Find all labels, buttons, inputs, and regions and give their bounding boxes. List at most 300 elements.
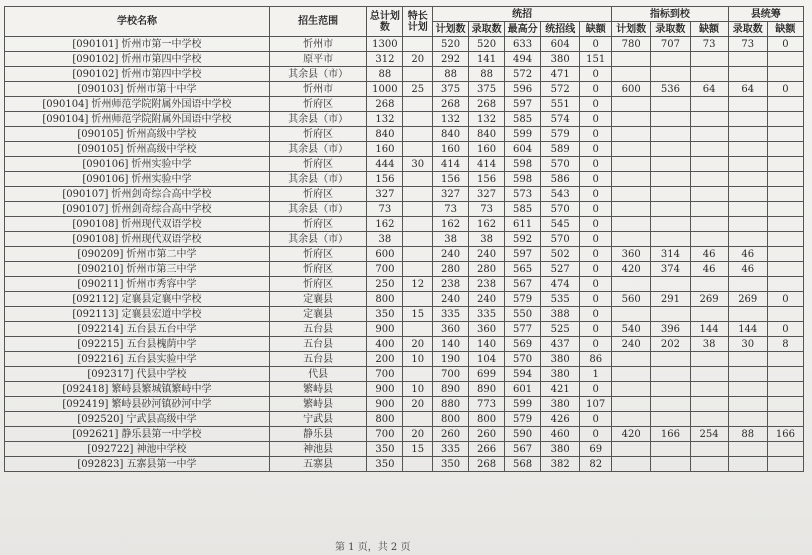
county-shortfall-cell: 0 [767, 292, 803, 307]
total-plan-cell: 800 [367, 292, 403, 307]
county-admitted-cell: 73 [728, 37, 767, 52]
header-unified-plan: 计划数 [433, 22, 469, 37]
table-row [5, 382, 804, 397]
unified-shortfall-cell: 86 [580, 352, 612, 367]
quota-admitted-cell [651, 217, 690, 232]
county-admitted-cell [728, 352, 767, 367]
table-row [5, 82, 804, 97]
unified-max-cell: 599 [505, 397, 541, 412]
unified-admitted-cell: 240 [469, 247, 505, 262]
unified-shortfall-cell: 0 [580, 172, 612, 187]
unified-line-cell: 604 [541, 37, 580, 52]
unified-line-cell: 380 [541, 397, 580, 412]
school-cell: [090105] 忻州高级中学校 [5, 142, 270, 157]
unified-admitted-cell: 890 [469, 382, 505, 397]
unified-admitted-cell: 240 [469, 292, 505, 307]
unified-plan-cell: 292 [433, 52, 469, 67]
unified-plan-cell: 156 [433, 172, 469, 187]
header-unified-max: 最高分 [505, 22, 541, 37]
range-cell: 其余县（市） [269, 202, 366, 217]
unified-plan-cell: 260 [433, 427, 469, 442]
county-admitted-cell [728, 97, 767, 112]
unified-max-cell: 611 [505, 217, 541, 232]
unified-line-cell: 586 [541, 172, 580, 187]
range-cell: 其余县（市） [269, 67, 366, 82]
quota-admitted-cell [651, 202, 690, 217]
school-cell: [092317] 代县中学校 [5, 367, 270, 382]
table-row [5, 457, 804, 472]
unified-shortfall-cell: 0 [580, 217, 612, 232]
table-row [5, 172, 804, 187]
unified-shortfall-cell: 69 [580, 442, 612, 457]
total-plan-cell: 350 [367, 307, 403, 322]
quota-shortfall-cell [690, 382, 728, 397]
table-row [5, 427, 804, 442]
header-range: 招生范围 [269, 7, 366, 37]
special-plan-cell: 12 [403, 277, 433, 292]
special-plan-cell [403, 112, 433, 127]
quota-shortfall-cell [690, 67, 728, 82]
unified-shortfall-cell: 0 [580, 232, 612, 247]
table-row [5, 367, 804, 382]
county-shortfall-cell [767, 397, 803, 412]
quota-plan-cell [612, 352, 651, 367]
quota-admitted-cell [651, 352, 690, 367]
table-row [5, 97, 804, 112]
quota-plan-cell [612, 52, 651, 67]
county-shortfall-cell [767, 112, 803, 127]
special-plan-cell [403, 322, 433, 337]
unified-line-cell: 570 [541, 232, 580, 247]
total-plan-cell: 350 [367, 457, 403, 472]
table-row [5, 112, 804, 127]
unified-line-cell: 572 [541, 82, 580, 97]
quota-plan-cell [612, 67, 651, 82]
header-total-plan: 总计划数 [367, 7, 403, 37]
quota-admitted-cell: 707 [651, 37, 690, 52]
school-cell: [092418] 繁峙县繁城镇繁峙中学 [5, 382, 270, 397]
quota-plan-cell [612, 112, 651, 127]
range-cell: 忻州市 [269, 37, 366, 52]
unified-admitted-cell: 162 [469, 217, 505, 232]
quota-admitted-cell [651, 307, 690, 322]
quota-admitted-cell [651, 457, 690, 472]
table-body [5, 37, 804, 472]
header-school: 学校名称 [5, 7, 270, 37]
special-plan-cell [403, 127, 433, 142]
county-shortfall-cell: 8 [767, 337, 803, 352]
quota-plan-cell [612, 412, 651, 427]
unified-max-cell: 633 [505, 37, 541, 52]
quota-admitted-cell [651, 157, 690, 172]
unified-admitted-cell: 260 [469, 427, 505, 442]
total-plan-cell: 900 [367, 397, 403, 412]
quota-admitted-cell: 202 [651, 337, 690, 352]
quota-plan-cell [612, 232, 651, 247]
total-plan-cell: 1000 [367, 82, 403, 97]
quota-shortfall-cell [690, 172, 728, 187]
unified-max-cell: 565 [505, 262, 541, 277]
total-plan-cell: 350 [367, 442, 403, 457]
school-cell: [090101] 忻州市第一中学校 [5, 37, 270, 52]
total-plan-cell: 700 [367, 427, 403, 442]
county-admitted-cell [728, 307, 767, 322]
unified-shortfall-cell: 0 [580, 157, 612, 172]
unified-line-cell: 382 [541, 457, 580, 472]
county-shortfall-cell [767, 307, 803, 322]
unified-line-cell: 574 [541, 112, 580, 127]
table-row [5, 397, 804, 412]
county-admitted-cell [728, 442, 767, 457]
quota-plan-cell [612, 187, 651, 202]
unified-plan-cell: 700 [433, 367, 469, 382]
table-row [5, 352, 804, 367]
total-plan-cell: 327 [367, 187, 403, 202]
school-cell: [090104] 忻州师范学院附属外国语中学校 [5, 97, 270, 112]
quota-shortfall-cell [690, 307, 728, 322]
quota-shortfall-cell [690, 232, 728, 247]
quota-shortfall-cell: 46 [690, 262, 728, 277]
unified-max-cell: 567 [505, 442, 541, 457]
unified-line-cell: 380 [541, 52, 580, 67]
table-header [5, 7, 804, 37]
unified-shortfall-cell: 0 [580, 382, 612, 397]
total-plan-cell: 162 [367, 217, 403, 232]
total-plan-cell: 200 [367, 352, 403, 367]
unified-plan-cell: 162 [433, 217, 469, 232]
unified-line-cell: 570 [541, 157, 580, 172]
county-shortfall-cell [767, 127, 803, 142]
quota-plan-cell: 420 [612, 262, 651, 277]
range-cell: 代县 [269, 367, 366, 382]
special-plan-cell: 25 [403, 82, 433, 97]
special-plan-cell [403, 172, 433, 187]
total-plan-cell: 250 [367, 277, 403, 292]
quota-plan-cell: 600 [612, 82, 651, 97]
table-row [5, 292, 804, 307]
total-plan-cell: 156 [367, 172, 403, 187]
special-plan-cell: 20 [403, 337, 433, 352]
quota-plan-cell [612, 382, 651, 397]
school-cell: [092419] 繁峙县砂河镇砂河中学 [5, 397, 270, 412]
quota-shortfall-cell: 38 [690, 337, 728, 352]
quota-plan-cell [612, 97, 651, 112]
unified-plan-cell: 140 [433, 337, 469, 352]
quota-admitted-cell: 536 [651, 82, 690, 97]
total-plan-cell: 268 [367, 97, 403, 112]
unified-plan-cell: 335 [433, 307, 469, 322]
table-row [5, 337, 804, 352]
range-cell: 忻府区 [269, 127, 366, 142]
county-admitted-cell [728, 277, 767, 292]
unified-line-cell: 460 [541, 427, 580, 442]
special-plan-cell: 15 [403, 442, 433, 457]
quota-admitted-cell [651, 67, 690, 82]
quota-shortfall-cell [690, 397, 728, 412]
county-admitted-cell [728, 397, 767, 412]
special-plan-cell: 30 [403, 157, 433, 172]
school-cell: [090108] 忻州现代双语学校 [5, 217, 270, 232]
unified-shortfall-cell: 0 [580, 127, 612, 142]
county-shortfall-cell [767, 367, 803, 382]
unified-admitted-cell: 38 [469, 232, 505, 247]
header-quota-admitted: 录取数 [651, 22, 690, 37]
quota-shortfall-cell [690, 97, 728, 112]
unified-admitted-cell: 238 [469, 277, 505, 292]
table-row [5, 37, 804, 52]
county-admitted-cell: 46 [728, 247, 767, 262]
total-plan-cell: 38 [367, 232, 403, 247]
unified-plan-cell: 280 [433, 262, 469, 277]
special-plan-cell: 15 [403, 307, 433, 322]
unified-shortfall-cell: 0 [580, 292, 612, 307]
quota-shortfall-cell [690, 412, 728, 427]
school-cell: [090108] 忻州现代双语学校 [5, 232, 270, 247]
unified-plan-cell: 520 [433, 37, 469, 52]
quota-admitted-cell [651, 397, 690, 412]
total-plan-cell: 88 [367, 67, 403, 82]
unified-plan-cell: 190 [433, 352, 469, 367]
quota-plan-cell [612, 142, 651, 157]
county-admitted-cell [728, 112, 767, 127]
county-admitted-cell: 64 [728, 82, 767, 97]
unified-admitted-cell: 840 [469, 127, 505, 142]
quota-shortfall-cell: 64 [690, 82, 728, 97]
quota-admitted-cell: 374 [651, 262, 690, 277]
special-plan-cell [403, 67, 433, 82]
unified-admitted-cell: 268 [469, 457, 505, 472]
total-plan-cell: 900 [367, 382, 403, 397]
table-row [5, 52, 804, 67]
unified-max-cell: 568 [505, 457, 541, 472]
total-plan-cell: 600 [367, 247, 403, 262]
unified-line-cell: 525 [541, 322, 580, 337]
county-admitted-cell [728, 457, 767, 472]
range-cell: 静乐县 [269, 427, 366, 442]
county-admitted-cell [728, 142, 767, 157]
unified-shortfall-cell: 0 [580, 322, 612, 337]
unified-admitted-cell: 160 [469, 142, 505, 157]
quota-plan-cell: 780 [612, 37, 651, 52]
range-cell: 五台县 [269, 337, 366, 352]
county-admitted-cell [728, 67, 767, 82]
quota-shortfall-cell: 269 [690, 292, 728, 307]
special-plan-cell: 20 [403, 397, 433, 412]
special-plan-cell [403, 367, 433, 382]
special-plan-cell [403, 202, 433, 217]
unified-plan-cell: 238 [433, 277, 469, 292]
unified-plan-cell: 800 [433, 412, 469, 427]
range-cell: 忻府区 [269, 277, 366, 292]
county-shortfall-cell: 0 [767, 322, 803, 337]
unified-line-cell: 388 [541, 307, 580, 322]
quota-plan-cell [612, 457, 651, 472]
unified-shortfall-cell: 0 [580, 142, 612, 157]
quota-admitted-cell: 166 [651, 427, 690, 442]
county-shortfall-cell [767, 382, 803, 397]
table-row [5, 217, 804, 232]
quota-admitted-cell [651, 382, 690, 397]
quota-shortfall-cell [690, 142, 728, 157]
total-plan-cell: 400 [367, 337, 403, 352]
unified-plan-cell: 327 [433, 187, 469, 202]
unified-max-cell: 585 [505, 112, 541, 127]
page-footer: 第 1 页，共 2 页 [335, 542, 411, 553]
county-shortfall-cell [767, 412, 803, 427]
special-plan-cell [403, 97, 433, 112]
county-admitted-cell: 88 [728, 427, 767, 442]
county-shortfall-cell [767, 97, 803, 112]
unified-line-cell: 380 [541, 352, 580, 367]
quota-plan-cell: 420 [612, 427, 651, 442]
unified-admitted-cell: 335 [469, 307, 505, 322]
unified-max-cell: 597 [505, 247, 541, 262]
unified-max-cell: 601 [505, 382, 541, 397]
unified-plan-cell: 890 [433, 382, 469, 397]
unified-admitted-cell: 773 [469, 397, 505, 412]
unified-admitted-cell: 268 [469, 97, 505, 112]
header-unified-line: 统招线 [541, 22, 580, 37]
range-cell: 其余县（市） [269, 172, 366, 187]
quota-plan-cell [612, 157, 651, 172]
school-cell: [092823] 五寨县第一中学 [5, 457, 270, 472]
unified-max-cell: 585 [505, 202, 541, 217]
total-plan-cell: 800 [367, 412, 403, 427]
header-county: 县统筹 [728, 7, 803, 22]
county-shortfall-cell [767, 67, 803, 82]
county-shortfall-cell: 0 [767, 37, 803, 52]
unified-shortfall-cell: 0 [580, 307, 612, 322]
range-cell: 忻府区 [269, 262, 366, 277]
header-unified-admitted: 录取数 [469, 22, 505, 37]
table-row [5, 127, 804, 142]
range-cell: 定襄县 [269, 307, 366, 322]
quota-shortfall-cell [690, 367, 728, 382]
total-plan-cell: 840 [367, 127, 403, 142]
quota-plan-cell: 360 [612, 247, 651, 262]
special-plan-cell [403, 232, 433, 247]
quota-plan-cell: 560 [612, 292, 651, 307]
unified-max-cell: 590 [505, 427, 541, 442]
quota-plan-cell [612, 277, 651, 292]
unified-shortfall-cell: 0 [580, 187, 612, 202]
unified-max-cell: 550 [505, 307, 541, 322]
county-admitted-cell [728, 127, 767, 142]
quota-shortfall-cell [690, 457, 728, 472]
unified-plan-cell: 240 [433, 292, 469, 307]
special-plan-cell [403, 187, 433, 202]
county-admitted-cell: 269 [728, 292, 767, 307]
unified-plan-cell: 160 [433, 142, 469, 157]
admissions-table [4, 6, 804, 472]
county-admitted-cell [728, 52, 767, 67]
total-plan-cell: 132 [367, 112, 403, 127]
quota-plan-cell: 540 [612, 322, 651, 337]
unified-max-cell: 598 [505, 172, 541, 187]
county-admitted-cell [728, 367, 767, 382]
range-cell: 繁峙县 [269, 397, 366, 412]
unified-plan-cell: 414 [433, 157, 469, 172]
unified-line-cell: 474 [541, 277, 580, 292]
range-cell: 忻州市 [269, 82, 366, 97]
header-unified-shortfall: 缺额 [580, 22, 612, 37]
unified-admitted-cell: 360 [469, 322, 505, 337]
total-plan-cell: 312 [367, 52, 403, 67]
unified-shortfall-cell: 0 [580, 202, 612, 217]
quota-admitted-cell [651, 97, 690, 112]
unified-plan-cell: 840 [433, 127, 469, 142]
table-row [5, 232, 804, 247]
unified-max-cell: 592 [505, 232, 541, 247]
county-admitted-cell [728, 202, 767, 217]
school-cell: [092520] 宁武县高级中学 [5, 412, 270, 427]
unified-max-cell: 598 [505, 157, 541, 172]
range-cell: 五台县 [269, 352, 366, 367]
table-row [5, 322, 804, 337]
range-cell: 其余县（市） [269, 232, 366, 247]
quota-admitted-cell: 291 [651, 292, 690, 307]
header-county-admitted: 录取数 [728, 22, 767, 37]
header-quota-shortfall: 缺额 [690, 22, 728, 37]
unified-plan-cell: 375 [433, 82, 469, 97]
quota-plan-cell [612, 202, 651, 217]
unified-shortfall-cell: 0 [580, 277, 612, 292]
unified-max-cell: 604 [505, 142, 541, 157]
quota-shortfall-cell [690, 187, 728, 202]
unified-line-cell: 426 [541, 412, 580, 427]
county-shortfall-cell [767, 277, 803, 292]
unified-shortfall-cell: 0 [580, 247, 612, 262]
unified-line-cell: 380 [541, 442, 580, 457]
unified-admitted-cell: 132 [469, 112, 505, 127]
range-cell: 忻府区 [269, 247, 366, 262]
quota-admitted-cell: 314 [651, 247, 690, 262]
unified-admitted-cell: 327 [469, 187, 505, 202]
county-admitted-cell: 30 [728, 337, 767, 352]
quota-admitted-cell [651, 127, 690, 142]
total-plan-cell: 700 [367, 262, 403, 277]
school-cell: [090102] 忻州市第四中学校 [5, 52, 270, 67]
school-cell: [092113] 定襄县宏道中学校 [5, 307, 270, 322]
quota-shortfall-cell: 144 [690, 322, 728, 337]
quota-admitted-cell [651, 232, 690, 247]
range-cell: 神池县 [269, 442, 366, 457]
range-cell: 忻府区 [269, 157, 366, 172]
unified-admitted-cell: 140 [469, 337, 505, 352]
unified-plan-cell: 335 [433, 442, 469, 457]
unified-max-cell: 599 [505, 127, 541, 142]
unified-line-cell: 380 [541, 367, 580, 382]
quota-shortfall-cell [690, 442, 728, 457]
school-cell: [092621] 静乐县第一中学校 [5, 427, 270, 442]
quota-admitted-cell [651, 172, 690, 187]
quota-admitted-cell [651, 112, 690, 127]
table-row [5, 202, 804, 217]
unified-line-cell: 502 [541, 247, 580, 262]
special-plan-cell [403, 217, 433, 232]
range-cell: 忻府区 [269, 97, 366, 112]
unified-admitted-cell: 414 [469, 157, 505, 172]
school-cell: [092215] 五台县槐荫中学 [5, 337, 270, 352]
unified-admitted-cell: 104 [469, 352, 505, 367]
school-cell: [090106] 忻州实验中学 [5, 172, 270, 187]
unified-shortfall-cell: 0 [580, 97, 612, 112]
quota-shortfall-cell [690, 112, 728, 127]
county-shortfall-cell [767, 247, 803, 262]
quota-admitted-cell [651, 52, 690, 67]
quota-shortfall-cell: 254 [690, 427, 728, 442]
unified-admitted-cell: 375 [469, 82, 505, 97]
